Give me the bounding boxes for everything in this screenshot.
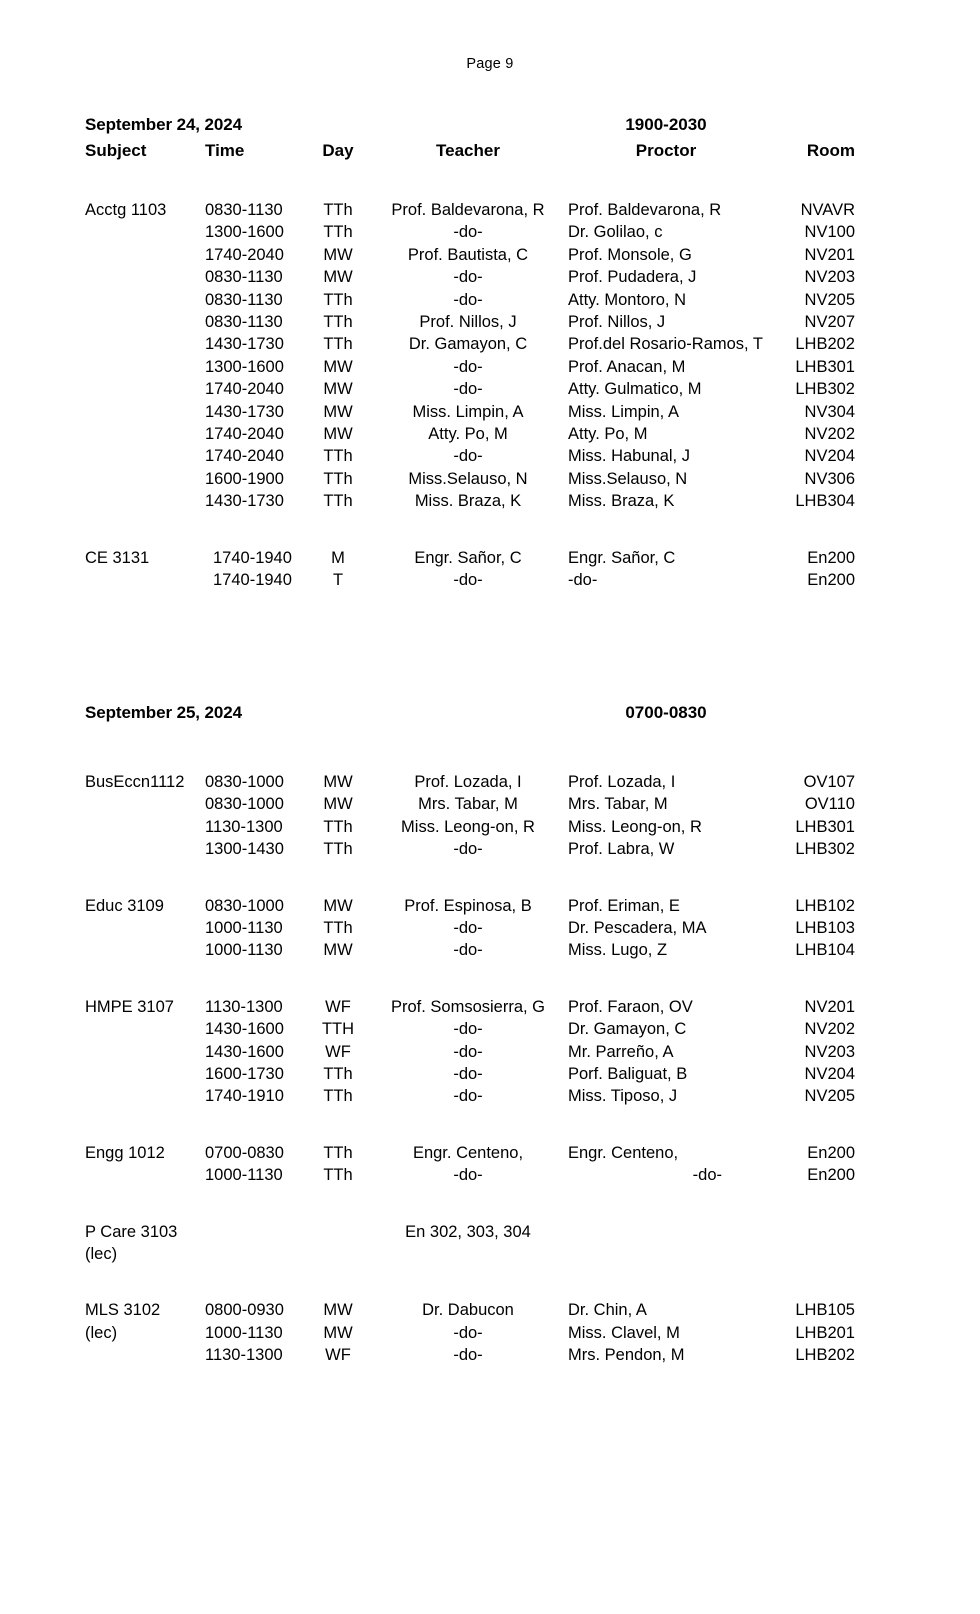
row-teacher: -do- [453, 1065, 483, 1083]
row-time: 1740-2040 [205, 425, 284, 443]
row-proctor: Miss. Clavel, M [568, 1323, 680, 1342]
section-block-time: 1900-2030 [625, 115, 707, 134]
row-day: MW [323, 773, 353, 791]
column-header-teacher: Teacher [436, 141, 500, 160]
row-room: LHB201 [795, 1323, 855, 1342]
row-proctor: Dr. Chin, A [568, 1301, 647, 1320]
row-day: TTh [323, 492, 353, 511]
row-time: 1740-1940 [213, 548, 292, 567]
column-header-room: Room [806, 141, 855, 160]
row-day: MW [323, 425, 353, 443]
row-teacher: Prof. Lozada, I [414, 773, 522, 791]
row-time: 1430-1600 [205, 1042, 284, 1061]
row-day: TTH [321, 1020, 355, 1039]
row-proctor: -do- [692, 1166, 722, 1185]
row-teacher: -do- [453, 447, 483, 466]
row-proctor: Miss. Braza, K [568, 492, 675, 511]
row-room: NV202 [804, 1020, 855, 1039]
row-room: En200 [807, 571, 855, 589]
row-time: 1130-1300 [205, 997, 283, 1016]
row-time: 1000-1130 [205, 941, 283, 960]
row-day: TTh [323, 1143, 353, 1162]
row-teacher: Prof. Somsosierra, G [390, 997, 546, 1016]
row-proctor: Miss. Limpin, A [568, 402, 679, 421]
row-room: NV205 [804, 1087, 855, 1106]
row-day: TTh [323, 313, 353, 331]
row-teacher: -do- [453, 1042, 483, 1061]
row-day: MW [323, 268, 353, 287]
row-time: 1430-1730 [205, 492, 284, 511]
row-time: 1600-1730 [205, 1065, 284, 1083]
row-day: TTh [323, 817, 353, 836]
row-time: 1430-1730 [205, 402, 284, 421]
row-teacher: Miss.Selauso, N [408, 469, 528, 488]
row-teacher: -do- [453, 268, 483, 287]
row-time: 1600-1900 [205, 469, 284, 488]
table-row [0, 423, 980, 445]
row-teacher: Engr. Sañor, C [414, 548, 522, 567]
row-day: MW [323, 245, 353, 264]
row-time: 1000-1130 [205, 1166, 283, 1185]
column-header-day: Day [322, 141, 354, 160]
page-number: Page 9 [466, 56, 514, 72]
section-date-header: September 24, 2024 [85, 115, 242, 134]
table-row [0, 1085, 980, 1107]
row-proctor: Dr. Golilao, c [568, 223, 663, 242]
row-proctor: Prof. Faraon, OV [568, 997, 693, 1016]
row-time: 0830-1130 [205, 290, 283, 309]
table-row [0, 838, 980, 860]
row-day: TTh [323, 840, 353, 859]
row-day: WF [325, 997, 351, 1016]
row-room: LHB102 [795, 896, 855, 915]
row-room: OV110 [804, 795, 855, 814]
row-day: WF [325, 1346, 351, 1365]
row-room: NV202 [804, 425, 855, 443]
table-row [0, 547, 980, 569]
row-time: 1740-1910 [205, 1087, 284, 1106]
row-day: TTh [323, 1065, 353, 1083]
row-time: 1300-1430 [205, 840, 284, 859]
row-subject: Engg 1012 [85, 1143, 165, 1162]
row-room: LHB304 [795, 492, 855, 511]
row-room: NV100 [804, 223, 855, 242]
row-time: 1740-2040 [205, 447, 284, 466]
table-row [0, 1299, 980, 1321]
row-teacher: -do- [453, 1166, 483, 1185]
row-proctor: Prof.del Rosario-Ramos, T [568, 335, 764, 354]
row-time: 1300-1600 [205, 357, 284, 376]
row-day: TTh [323, 919, 353, 937]
table-row [0, 1142, 980, 1164]
row-room: En200 [807, 1166, 855, 1185]
row-room: NV204 [804, 1065, 855, 1083]
row-teacher: Dr. Dabucon [422, 1301, 514, 1320]
row-day: MW [323, 1301, 353, 1320]
row-proctor: Prof. Lozada, I [568, 773, 676, 791]
row-teacher: Mrs. Tabar, M [418, 795, 518, 814]
row-time: 0700-0830 [205, 1143, 284, 1162]
row-proctor: Prof. Monsole, G [568, 245, 692, 264]
row-teacher: -do- [453, 290, 483, 309]
row-proctor: Mrs. Pendon, M [568, 1346, 685, 1365]
row-time: 1740-1940 [213, 571, 292, 589]
row-subject: BusEccn1112 [85, 773, 185, 791]
row-time: 1300-1600 [205, 223, 284, 242]
table-row [0, 311, 980, 333]
row-room: LHB301 [795, 817, 855, 836]
row-time: 0830-1000 [205, 795, 284, 814]
row-proctor: Atty. Montoro, N [568, 290, 686, 309]
row-room: LHB103 [795, 919, 855, 937]
row-proctor: Miss. Habunal, J [568, 447, 690, 466]
section-block-time: 0700-0830 [625, 703, 707, 722]
row-proctor: Atty. Po, M [568, 425, 648, 443]
table-row [0, 333, 980, 355]
row-time: 0830-1130 [205, 201, 283, 219]
row-subject: CE 3131 [85, 548, 150, 567]
row-teacher: -do- [453, 1346, 483, 1365]
row-subject: Acctg 1103 [85, 201, 167, 219]
row-proctor: Porf. Baliguat, B [568, 1065, 688, 1083]
row-proctor: Prof. Eriman, E [568, 896, 680, 915]
row-proctor: Engr. Centeno, [568, 1143, 679, 1162]
row-teacher: Miss. Leong-on, R [401, 817, 535, 836]
row-proctor: Prof. Nillos, J [568, 313, 666, 331]
row-day: MW [323, 941, 353, 960]
table-row [0, 816, 980, 838]
row-time: 0830-1130 [205, 313, 283, 331]
row-room: LHB301 [795, 357, 855, 376]
table-row [0, 1322, 980, 1344]
row-day: MW [323, 402, 353, 421]
table-row [0, 1041, 980, 1063]
row-room: NV201 [804, 245, 855, 264]
table-row [0, 221, 980, 243]
table-row [0, 895, 980, 917]
row-teacher: -do- [453, 941, 483, 960]
row-proctor: Mr. Parreño, A [568, 1042, 674, 1061]
row-room: NV304 [804, 402, 855, 421]
row-proctor: -do- [568, 571, 598, 589]
row-room: En200 [807, 548, 855, 567]
row-subject: P Care 3103 [85, 1222, 178, 1241]
row-proctor: Dr. Pescadera, MA [568, 919, 707, 937]
row-day: T [332, 571, 344, 589]
row-room: NV306 [804, 469, 855, 488]
row-day: M [331, 548, 345, 567]
row-teacher: Prof. Bautista, C [407, 245, 529, 264]
row-time: 0830-1000 [205, 773, 284, 791]
row-day: MW [323, 896, 353, 915]
row-room: LHB105 [795, 1301, 855, 1320]
row-proctor: Prof. Pudadera, J [568, 268, 697, 287]
row-time: 1430-1730 [205, 335, 284, 354]
row-day: TTh [323, 201, 353, 219]
row-room: LHB202 [795, 1346, 855, 1365]
row-teacher: -do- [453, 919, 483, 937]
row-subject-sub: (lec) [85, 1323, 118, 1342]
column-header-time: Time [205, 141, 245, 160]
table-row [0, 356, 980, 378]
row-time: 0830-1000 [205, 896, 284, 915]
row-room: LHB202 [795, 335, 855, 354]
row-proctor: Prof. Anacan, M [568, 357, 686, 376]
row-teacher: Prof. Espinosa, B [404, 896, 532, 915]
table-row [0, 1063, 980, 1085]
row-room: NV207 [804, 313, 855, 331]
row-proctor: Mrs. Tabar, M [568, 795, 668, 814]
row-proctor: Prof. Baldevarona, R [568, 201, 722, 219]
row-day: TTh [323, 447, 353, 466]
table-row [0, 1164, 980, 1186]
table-row [0, 917, 980, 939]
table-row [0, 1344, 980, 1366]
row-day: TTh [323, 290, 353, 309]
row-teacher: -do- [453, 840, 483, 859]
row-day: MW [323, 1323, 353, 1342]
row-teacher: -do- [453, 1323, 483, 1342]
table-row [0, 996, 980, 1018]
row-room: NVAVR [800, 201, 855, 219]
row-room: En200 [807, 1143, 855, 1162]
table-row [0, 468, 980, 490]
table-row [0, 289, 980, 311]
row-teacher: -do- [453, 357, 483, 376]
row-proctor: Miss.Selauso, N [568, 469, 688, 488]
table-row [0, 1243, 980, 1265]
row-proctor: Prof. Labra, W [568, 840, 675, 859]
row-room: NV201 [804, 997, 855, 1016]
table-row [0, 569, 980, 591]
row-subject: HMPE 3107 [85, 997, 174, 1016]
row-time: 1130-1300 [205, 1346, 283, 1365]
row-day: MW [323, 795, 353, 814]
row-day: TTh [323, 469, 353, 488]
row-day: MW [323, 380, 353, 399]
row-teacher: En 302, 303, 304 [405, 1222, 531, 1241]
row-time: 1000-1130 [205, 919, 283, 937]
row-teacher: -do- [453, 1087, 483, 1106]
section-date-header: September 25, 2024 [85, 703, 242, 722]
column-header-subject: Subject [85, 141, 147, 160]
table-row [0, 378, 980, 400]
row-teacher: Miss. Braza, K [414, 492, 522, 511]
row-time: 1740-2040 [205, 245, 284, 264]
row-room: LHB302 [795, 380, 855, 399]
row-teacher: Prof. Nillos, J [419, 313, 517, 331]
row-teacher: Dr. Gamayon, C [408, 335, 528, 354]
row-room: OV107 [803, 773, 855, 791]
row-time: 1740-2040 [205, 380, 284, 399]
row-room: NV203 [804, 268, 855, 287]
row-subject: Educ 3109 [85, 896, 164, 915]
table-row [0, 244, 980, 266]
table-row [0, 1221, 980, 1243]
row-time: 0830-1130 [205, 268, 283, 287]
row-day: TTh [323, 1087, 353, 1106]
table-row [0, 771, 980, 793]
table-row [0, 793, 980, 815]
row-day: TTh [323, 223, 353, 242]
table-row [0, 266, 980, 288]
row-day: TTh [323, 335, 353, 354]
row-day: MW [323, 357, 353, 376]
row-room: NV203 [804, 1042, 855, 1061]
row-time: 1430-1600 [205, 1020, 284, 1039]
row-teacher: -do- [453, 380, 483, 399]
row-teacher: Miss. Limpin, A [412, 402, 524, 421]
row-day: WF [325, 1042, 351, 1061]
row-time: 1130-1300 [205, 817, 283, 836]
row-teacher: -do- [453, 571, 483, 589]
row-time: 1000-1130 [205, 1323, 283, 1342]
row-subject-sub: (lec) [85, 1245, 118, 1263]
row-room: NV205 [804, 290, 855, 309]
row-room: LHB302 [795, 840, 855, 859]
row-subject: MLS 3102 [85, 1301, 161, 1320]
row-teacher: -do- [453, 1020, 483, 1039]
row-proctor: Miss. Lugo, Z [568, 941, 668, 960]
table-row [0, 939, 980, 961]
row-teacher: Prof. Baldevarona, R [391, 201, 545, 219]
row-room: LHB104 [795, 941, 855, 960]
row-proctor: Engr. Sañor, C [568, 548, 676, 567]
table-row [0, 401, 980, 423]
row-proctor: Miss. Tiposo, J [568, 1087, 678, 1106]
row-proctor: Dr. Gamayon, C [568, 1020, 687, 1039]
row-teacher: Engr. Centeno, [412, 1143, 524, 1162]
table-row [0, 445, 980, 467]
row-day: TTh [323, 1166, 353, 1185]
row-room: NV204 [804, 447, 855, 466]
table-row [0, 1018, 980, 1040]
column-header-proctor: Proctor [635, 141, 697, 160]
row-proctor: Atty. Gulmatico, M [568, 380, 702, 399]
table-row [0, 199, 980, 221]
row-proctor: Miss. Leong-on, R [568, 817, 702, 836]
table-row [0, 490, 980, 512]
row-teacher: Atty. Po, M [428, 425, 508, 443]
row-teacher: -do- [453, 223, 483, 242]
row-time: 0800-0930 [205, 1301, 284, 1320]
